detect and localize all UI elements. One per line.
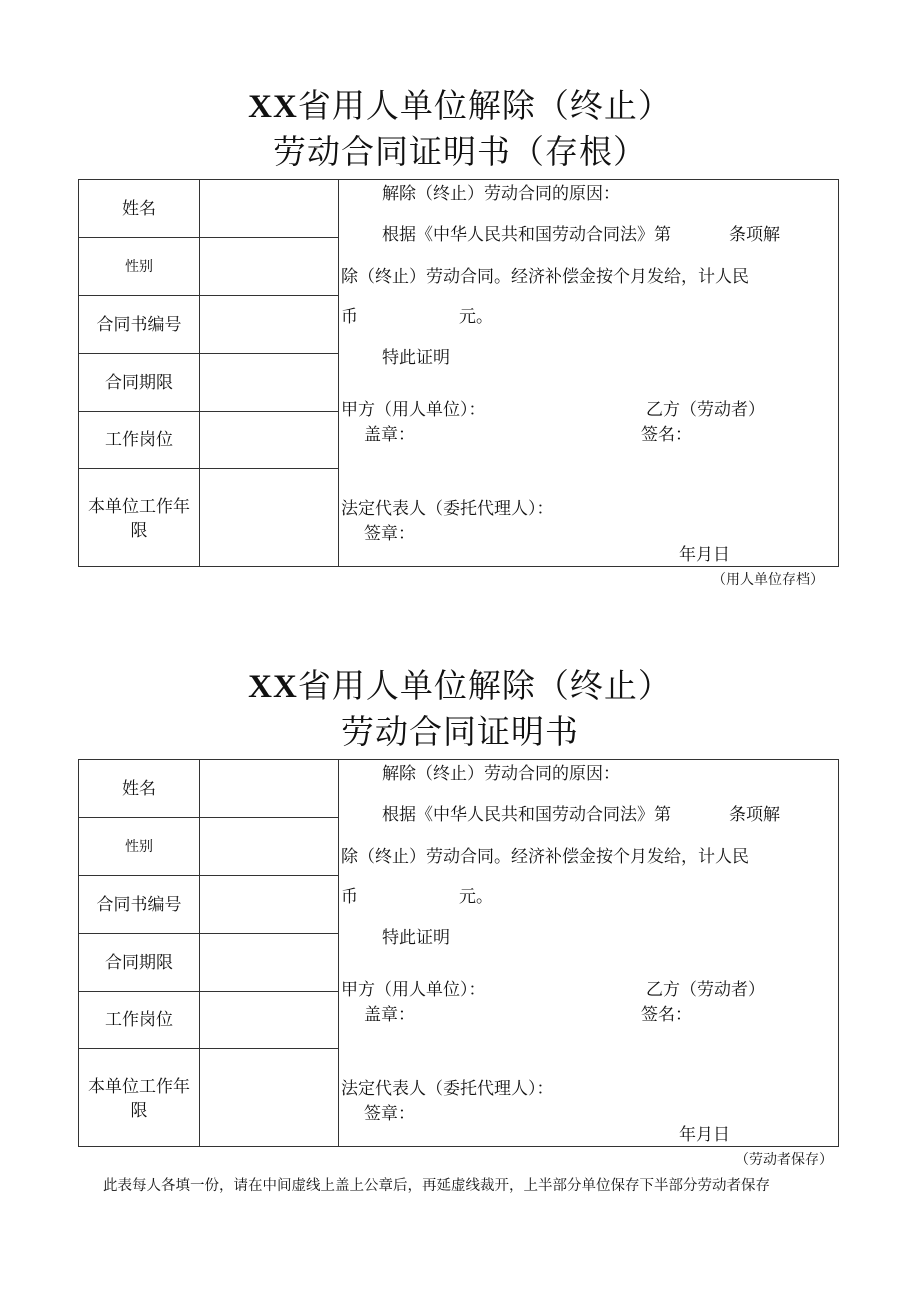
row-label-position: 工作岗位 [79,992,199,1049]
row-label-contract-term: 合同期限 [79,354,199,412]
value-contract-term-field[interactable] [199,934,338,992]
reason-label: 解除（终止）劳动合同的原因： [382,184,620,204]
row-label-position: 工作岗位 [79,412,199,469]
date-label: 年月日 [679,545,730,565]
row-label-work-years: 本单位工作年限 [88,496,190,541]
title-line1-text: 省用人单位解除（终止） [297,86,672,125]
row-label-gender: 性别 [79,238,199,296]
title-line1-text: 省用人单位解除（终止） [297,666,672,705]
sign-name-label: 签名： [641,1005,692,1025]
value-column [199,180,339,566]
row-label-contract-no: 合同书编号 [79,296,199,354]
currency-suffix: 元。 [459,887,493,907]
party-a-label: 甲方（用人单位）： [341,980,486,1000]
footer-note: 此表每人各填一份，请在中间虚线上盖上公章后，再延虚线裁开，上半部分单位保存下半部分劳动者保存 [103,1178,770,1194]
currency-suffix: 元。 [459,307,493,327]
form-title-line2: 劳动合同证明书 [341,712,579,751]
form-title-line1 [0,86,920,127]
legal-rep-label: 法定代表人（委托代理人）： [341,499,554,519]
sign-label: 签章： [364,1104,415,1124]
form-title-line2: 劳动合同证明书（存根） [273,132,647,171]
row-label-contract-term: 合同期限 [79,934,199,992]
value-name-field[interactable] [199,760,338,818]
law-text-line2: 除（终止）劳动合同。经济补偿金按个月发给，计人民 [341,267,749,287]
keep-note: （用人单位存档） [712,572,824,588]
party-b-label: 乙方（劳动者） [646,400,765,420]
value-position-field[interactable] [199,412,338,469]
value-work-years-field[interactable] [199,1049,338,1148]
currency-prefix: 币 [341,887,358,907]
title-prefix: XX [248,669,298,705]
seal-label: 盖章： [364,425,415,445]
row-label-work-years: 本单位工作年限 [88,1076,190,1121]
law-text-b: 条项解 [729,225,780,245]
value-gender-field[interactable] [199,818,338,876]
law-text-line2: 除（终止）劳动合同。经济补偿金按个月发给，计人民 [341,847,749,867]
sign-label: 签章： [364,524,415,544]
row-label-gender: 性别 [79,818,199,876]
label-column [79,180,200,566]
value-contract-no-field[interactable] [199,876,338,934]
row-label-name: 姓名 [79,760,199,818]
party-a-label: 甲方（用人单位）： [341,400,486,420]
value-name-field[interactable] [199,180,338,238]
reason-label: 解除（终止）劳动合同的原因： [382,764,620,784]
law-text-b: 条项解 [729,805,780,825]
certificate-table [78,759,839,1147]
row-label-name: 姓名 [79,180,199,238]
law-text-a: 根据《中华人民共和国劳动合同法》第 [382,805,671,825]
value-contract-no-field[interactable] [199,296,338,354]
party-b-label: 乙方（劳动者） [646,980,765,1000]
certify-text: 特此证明 [382,928,450,948]
form-title-line1 [0,666,920,707]
label-column [79,760,200,1146]
law-text-a: 根据《中华人民共和国劳动合同法》第 [382,225,671,245]
sign-name-label: 签名： [641,425,692,445]
keep-note: （劳动者保存） [735,1152,833,1168]
row-label-contract-no: 合同书编号 [79,876,199,934]
seal-label: 盖章： [364,1005,415,1025]
legal-rep-label: 法定代表人（委托代理人）： [341,1079,554,1099]
date-label: 年月日 [679,1125,730,1145]
value-column [199,760,339,1146]
value-contract-term-field[interactable] [199,354,338,412]
currency-prefix: 币 [341,307,358,327]
certify-text: 特此证明 [382,348,450,368]
certificate-table [78,179,839,567]
value-gender-field[interactable] [199,238,338,296]
value-position-field[interactable] [199,992,338,1049]
title-prefix: XX [248,89,298,125]
value-work-years-field[interactable] [199,469,338,568]
